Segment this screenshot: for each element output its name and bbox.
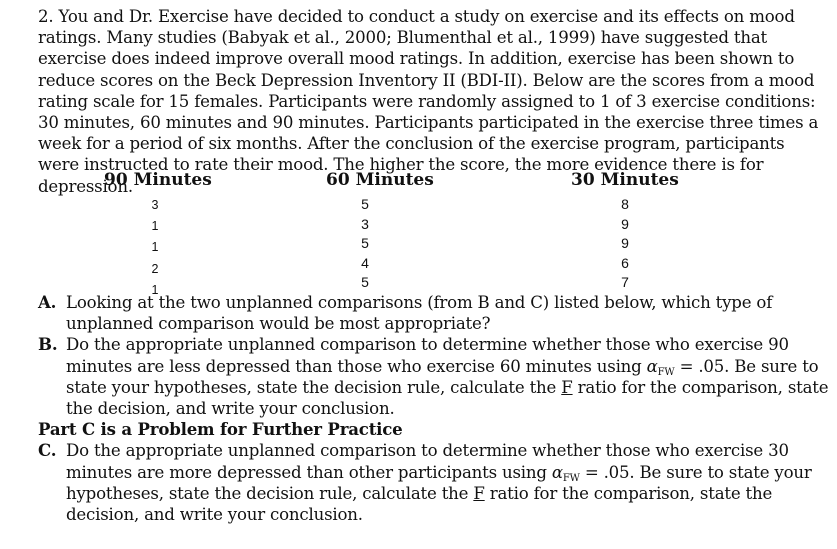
column-90-minutes (135, 195, 175, 301)
f-symbol: F (473, 483, 485, 503)
question-a (38, 292, 830, 334)
score-cell: 8 (621, 196, 629, 212)
question-b-text: Do the appropriate unplanned comparison to determine whether those who exercise 90 minutes are less depressed than those who exercise 60 minutes using $\alpha_{FW} = .05$. Be sure to state your hypotheses, state the decision rule, calculate the F ratio for the comparison, state the decision, and write your conclusion. (66, 335, 829, 419)
intro-paragraph: 2. You and Dr. Exercise have decided to conduct a study on exercise and its effects on mood ratings. Many studies (Babyak et al., 2000; Blumenthal et al., 1999) have suggested that exercise does indeed improve overall mood ratings. In addition, exercise has been shown to reduce scores on the Beck Depression Inventory II (BDI-II). Below are the scores from a mood rating scale for 15 females. Participants were randomly assigned to 1 of 3 exercise conditions: 30 minutes, 60 minutes and 90 minutes. Participants participated in the exercise three times a week for a period of six months. After the conclusion of the exercise program, participants were instructed to rate their mood. The higher the score, the more evidence there is for depression. (38, 7, 819, 196)
score-cell: 5 (361, 235, 369, 252)
question-c-text: Do the appropriate unplanned comparison to determine whether those who exercise 30 minutes are more depressed than other participants using $\alpha_{FW} = .05$. Be sure to state your hypotheses, state the decision rule, calculate the F ratio for the comparison, state the decision, and write your conclusion. (66, 441, 812, 525)
score-cell: 9 (621, 215, 629, 232)
header-90-minutes: 90 Minutes (104, 170, 212, 190)
alpha-symbol: α (646, 356, 658, 376)
column-30-minutes (605, 195, 645, 293)
header-60-minutes: 60 Minutes (326, 170, 434, 190)
score-cell: 3 (151, 198, 159, 212)
score-cell: 4 (361, 254, 369, 271)
score-cell: 1 (151, 219, 159, 234)
score-cell: 7 (621, 274, 629, 291)
part-c-heading: Part C is a Problem for Further Practice (38, 419, 403, 440)
question-a-text: Looking at the two unplanned comparisons (from B and C) listed below, which type of unplanned comparison would be most appropriate? (66, 293, 773, 334)
alpha-symbol: α (551, 462, 563, 482)
f-symbol: F (561, 377, 573, 397)
alpha-subscript: FW (562, 472, 580, 484)
alpha-subscript: FW (657, 366, 675, 378)
question-c-label: C. (38, 440, 57, 461)
question-a-label: A. (38, 292, 57, 312)
score-cell: 9 (621, 235, 629, 252)
score-cell: 5 (361, 196, 369, 212)
question-b (38, 334, 830, 419)
question-c (38, 440, 830, 525)
score-cell: 1 (151, 240, 159, 255)
column-60-minutes (345, 195, 385, 293)
score-cell: 2 (151, 261, 159, 276)
score-cell: 1 (151, 282, 159, 297)
score-cell: 6 (621, 254, 629, 271)
score-cell: 3 (361, 215, 369, 232)
question-b-label: B. (38, 334, 58, 355)
question-list (38, 292, 830, 525)
score-cell: 5 (361, 274, 369, 291)
header-30-minutes: 30 Minutes (571, 170, 679, 190)
